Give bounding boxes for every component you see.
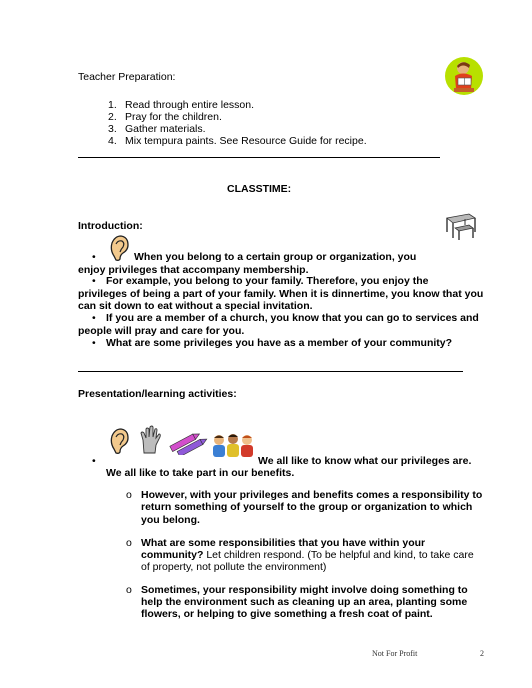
prep-step-number: 4.	[108, 135, 117, 147]
intro-text: privileges of being a part of your family. When it is dinnertime, you know that you	[78, 288, 484, 300]
introduction-heading: Introduction:	[78, 220, 143, 232]
presentation-text: What are some responsibilities that you have within your	[141, 537, 426, 549]
presentation-heading: Presentation/learning activities:	[78, 388, 237, 400]
intro-text: If you are a member of a church, you know that you can go to services and	[106, 312, 479, 324]
prep-step-number: 1.	[108, 99, 117, 111]
prep-step-text: Read through entire lesson.	[125, 99, 254, 111]
prep-step-number: 3.	[108, 123, 117, 135]
prep-step-text: Mix tempura paints. See Resource Guide for recipe.	[125, 135, 367, 147]
teacher-prep-heading: Teacher Preparation:	[78, 71, 176, 83]
prep-step-number: 2.	[108, 111, 117, 123]
presentation-text: We all like to know what our privileges are.	[258, 455, 472, 467]
page-number: 2	[480, 649, 484, 658]
bullet: •	[92, 312, 96, 324]
presentation-note: Let children respond. (To be helpful and kind, to take care	[206, 549, 474, 561]
intro-text: What are some privileges you have as a member of your community?	[106, 337, 453, 349]
hand-icon	[139, 425, 163, 455]
bullet: •	[92, 251, 96, 263]
presentation-text: help the environment such as cleaning up an area, planting some	[141, 596, 468, 608]
section-divider	[78, 157, 440, 158]
classtime-heading: CLASSTIME:	[227, 183, 292, 195]
section-divider	[78, 371, 463, 372]
intro-text: can sit down to eat without a special invitation.	[78, 300, 313, 312]
presentation-text: flowers, or helping to give something a fresh coat of paint.	[141, 608, 433, 620]
school-desk-icon	[443, 210, 479, 242]
intro-text: When you belong to a certain group or organization, you	[134, 251, 417, 263]
presentation-text: you belong.	[141, 514, 200, 526]
footer-label: Not For Profit	[372, 649, 418, 658]
bullet: •	[92, 455, 96, 467]
presentation-note: of property, not pollute the environment)	[141, 561, 327, 573]
sub-bullet: o	[126, 489, 132, 501]
crayons-icon	[167, 433, 211, 455]
presentation-text: return something of yourself to the group or organization to which	[141, 501, 473, 513]
sub-bullet: o	[126, 537, 132, 549]
bullet: •	[92, 275, 96, 287]
ear-icon	[108, 234, 130, 262]
reading-child-icon	[444, 56, 484, 96]
intro-text: For example, you belong to your family. Therefore, you enjoy the	[106, 275, 429, 287]
prep-step-text: Pray for the children.	[125, 111, 222, 123]
presentation-text: community?	[141, 549, 204, 561]
ear-icon	[108, 426, 130, 456]
bullet: •	[92, 337, 96, 349]
presentation-text: Sometimes, your responsibility might involve doing something to	[141, 584, 468, 596]
prep-step-text: Gather materials.	[125, 123, 206, 135]
sub-bullet: o	[126, 584, 132, 596]
children-group-icon	[211, 432, 255, 458]
presentation-text: However, with your privileges and benefits comes a responsibility to	[141, 489, 483, 501]
intro-text: people will pray and care for you.	[78, 325, 245, 337]
intro-text: enjoy privileges that accompany membership.	[78, 264, 309, 276]
presentation-text: We all like to take part in our benefits.	[106, 467, 295, 479]
